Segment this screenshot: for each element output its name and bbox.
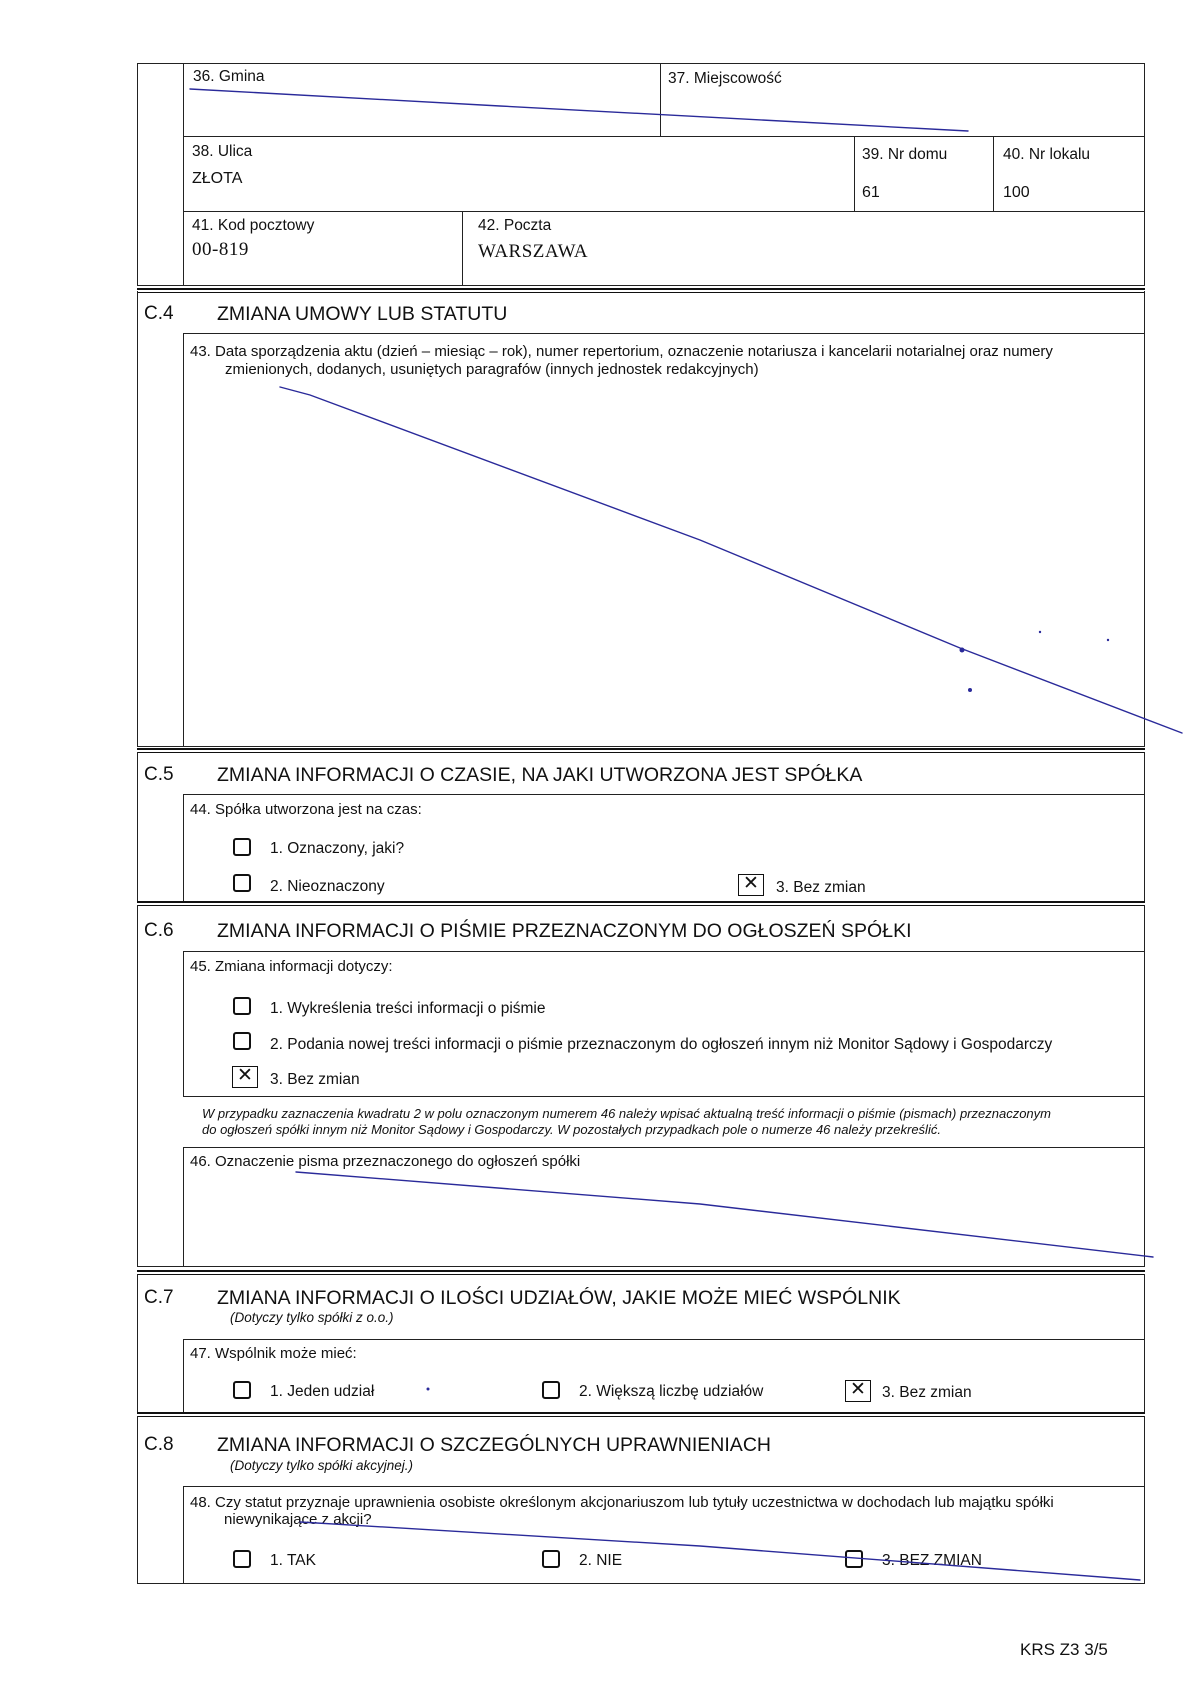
c7-option-2-checkbox[interactable] bbox=[542, 1381, 560, 1399]
section-c6-title: ZMIANA INFORMACJI O PIŚMIE PRZEZNACZONYM DO OGŁOSZEŃ SPÓŁKI bbox=[217, 920, 912, 942]
field-42-value[interactable]: WARSZAWA bbox=[478, 241, 589, 262]
c5-option-1-checkbox[interactable] bbox=[233, 838, 251, 856]
section-c8-title: ZMIANA INFORMACJI O SZCZEGÓLNYCH UPRAWNIENIACH bbox=[217, 1434, 771, 1456]
c5-option-1-label: 1. Oznaczony, jaki? bbox=[270, 840, 405, 857]
field-40-value[interactable]: 100 bbox=[1003, 184, 1030, 201]
page-footer: KRS Z3 3/5 bbox=[1020, 1640, 1108, 1659]
section-c7-subtitle: (Dotyczy tylko spółki z o.o.) bbox=[230, 1310, 394, 1325]
c8-option-3-checkbox[interactable] bbox=[845, 1550, 863, 1568]
c6-option-3-checkbox-checked[interactable]: ✕ bbox=[232, 1066, 258, 1088]
c8-option-2-label: 2. NIE bbox=[579, 1552, 623, 1569]
c5-option-2-label: 2. Nieoznaczony bbox=[270, 878, 385, 895]
c6-option-1-checkbox[interactable] bbox=[233, 997, 251, 1015]
field-48-label-line2: niewynikające z akcji? bbox=[224, 1511, 372, 1528]
field-43-label-line2: zmienionych, dodanych, usuniętych paragrafów (innych jednostek redakcyjnych) bbox=[225, 361, 759, 378]
field-45-label: 45. Zmiana informacji dotyczy: bbox=[190, 958, 393, 975]
section-c4-id: C.4 bbox=[144, 303, 174, 324]
field-43-input[interactable] bbox=[184, 380, 1144, 746]
section-c7-title: ZMIANA INFORMACJI O ILOŚCI UDZIAŁÓW, JAKIE MOŻE MIEĆ WSPÓLNIK bbox=[217, 1287, 901, 1309]
section-c7-id: C.7 bbox=[144, 1287, 174, 1308]
c8-option-3-label: 3. BEZ ZMIAN bbox=[882, 1552, 982, 1569]
c8-option-2-checkbox[interactable] bbox=[542, 1550, 560, 1568]
c6-option-2-label: 2. Podania nowej treści informacji o piśmie przeznaczonym do ogłoszeń innym niż Monitor Sądowy i Gospodarczy bbox=[270, 1036, 1053, 1053]
field-41-label: 41. Kod pocztowy bbox=[192, 217, 315, 234]
section-c8-subtitle: (Dotyczy tylko spółki akcyjnej.) bbox=[230, 1458, 414, 1473]
c5-option-3-checkbox-checked[interactable]: ✕ bbox=[738, 874, 764, 896]
field-46-input[interactable] bbox=[184, 1175, 1144, 1266]
field-38-value[interactable]: ZŁOTA bbox=[192, 170, 243, 187]
field-37-label: 37. Miejscowość bbox=[668, 70, 782, 87]
c6-instruction-note-line2: do ogłoszeń spółki innym niż Monitor Sądowy i Gospodarczy. W pozostałych przypadkach pole o numerze 46 należy przekreślić. bbox=[202, 1122, 941, 1137]
section-c8-id: C.8 bbox=[144, 1434, 174, 1455]
field-41-value[interactable]: 00-819 bbox=[192, 239, 249, 260]
c6-option-3-label: 3. Bez zmian bbox=[270, 1071, 360, 1088]
field-42-label: 42. Poczta bbox=[478, 217, 552, 234]
field-47-label: 47. Wspólnik może mieć: bbox=[190, 1345, 357, 1362]
field-39-label: 39. Nr domu bbox=[862, 146, 948, 163]
c7-option-3-checkbox-checked[interactable]: ✕ bbox=[845, 1380, 871, 1402]
field-39-value[interactable]: 61 bbox=[862, 184, 880, 201]
field-36-input[interactable] bbox=[184, 64, 659, 135]
c6-instruction-note-line1: W przypadku zaznaczenia kwadratu 2 w polu oznaczonym numerem 46 należy wpisać aktualną treść informacji o piśmie (pismach) przeznaczonym bbox=[202, 1106, 1051, 1121]
c6-option-1-label: 1. Wykreślenia treści informacji o piśmie bbox=[270, 1000, 546, 1017]
field-36-label: 36. Gmina bbox=[193, 68, 265, 85]
field-44-label: 44. Spółka utworzona jest na czas: bbox=[190, 801, 422, 818]
field-43-label-line1: 43. Data sporządzenia aktu (dzień – miesiąc – rok), numer repertorium, oznaczenie notariusza i kancelarii notarialnej oraz numery bbox=[190, 343, 1053, 360]
c8-option-1-checkbox[interactable] bbox=[233, 1550, 251, 1568]
field-38-label: 38. Ulica bbox=[192, 143, 253, 160]
c8-option-1-label: 1. TAK bbox=[270, 1552, 316, 1569]
c5-option-2-checkbox[interactable] bbox=[233, 874, 251, 892]
c7-option-3-label: 3. Bez zmian bbox=[882, 1384, 972, 1401]
c7-option-1-checkbox[interactable] bbox=[233, 1381, 251, 1399]
section-c4-title: ZMIANA UMOWY LUB STATUTU bbox=[217, 303, 508, 325]
section-c5-id: C.5 bbox=[144, 764, 174, 785]
c6-option-2-checkbox[interactable] bbox=[233, 1032, 251, 1050]
c7-option-2-label: 2. Większą liczbę udziałów bbox=[579, 1383, 764, 1400]
section-c5-title: ZMIANA INFORMACJI O CZASIE, NA JAKI UTWORZONA JEST SPÓŁKA bbox=[217, 764, 863, 786]
c5-option-3-label: 3. Bez zmian bbox=[776, 879, 866, 896]
section-c6-id: C.6 bbox=[144, 920, 174, 941]
field-46-label: 46. Oznaczenie pisma przeznaczonego do ogłoszeń spółki bbox=[190, 1153, 581, 1170]
c7-option-1-label: 1. Jeden udział bbox=[270, 1383, 375, 1400]
field-40-label: 40. Nr lokalu bbox=[1003, 146, 1091, 163]
field-37-input[interactable] bbox=[661, 64, 1144, 135]
field-48-label-line1: 48. Czy statut przyznaje uprawnienia osobiste określonym akcjonariuszom lub tytuły uczestnictwa w dochodach lub majątku spółki bbox=[190, 1494, 1054, 1511]
